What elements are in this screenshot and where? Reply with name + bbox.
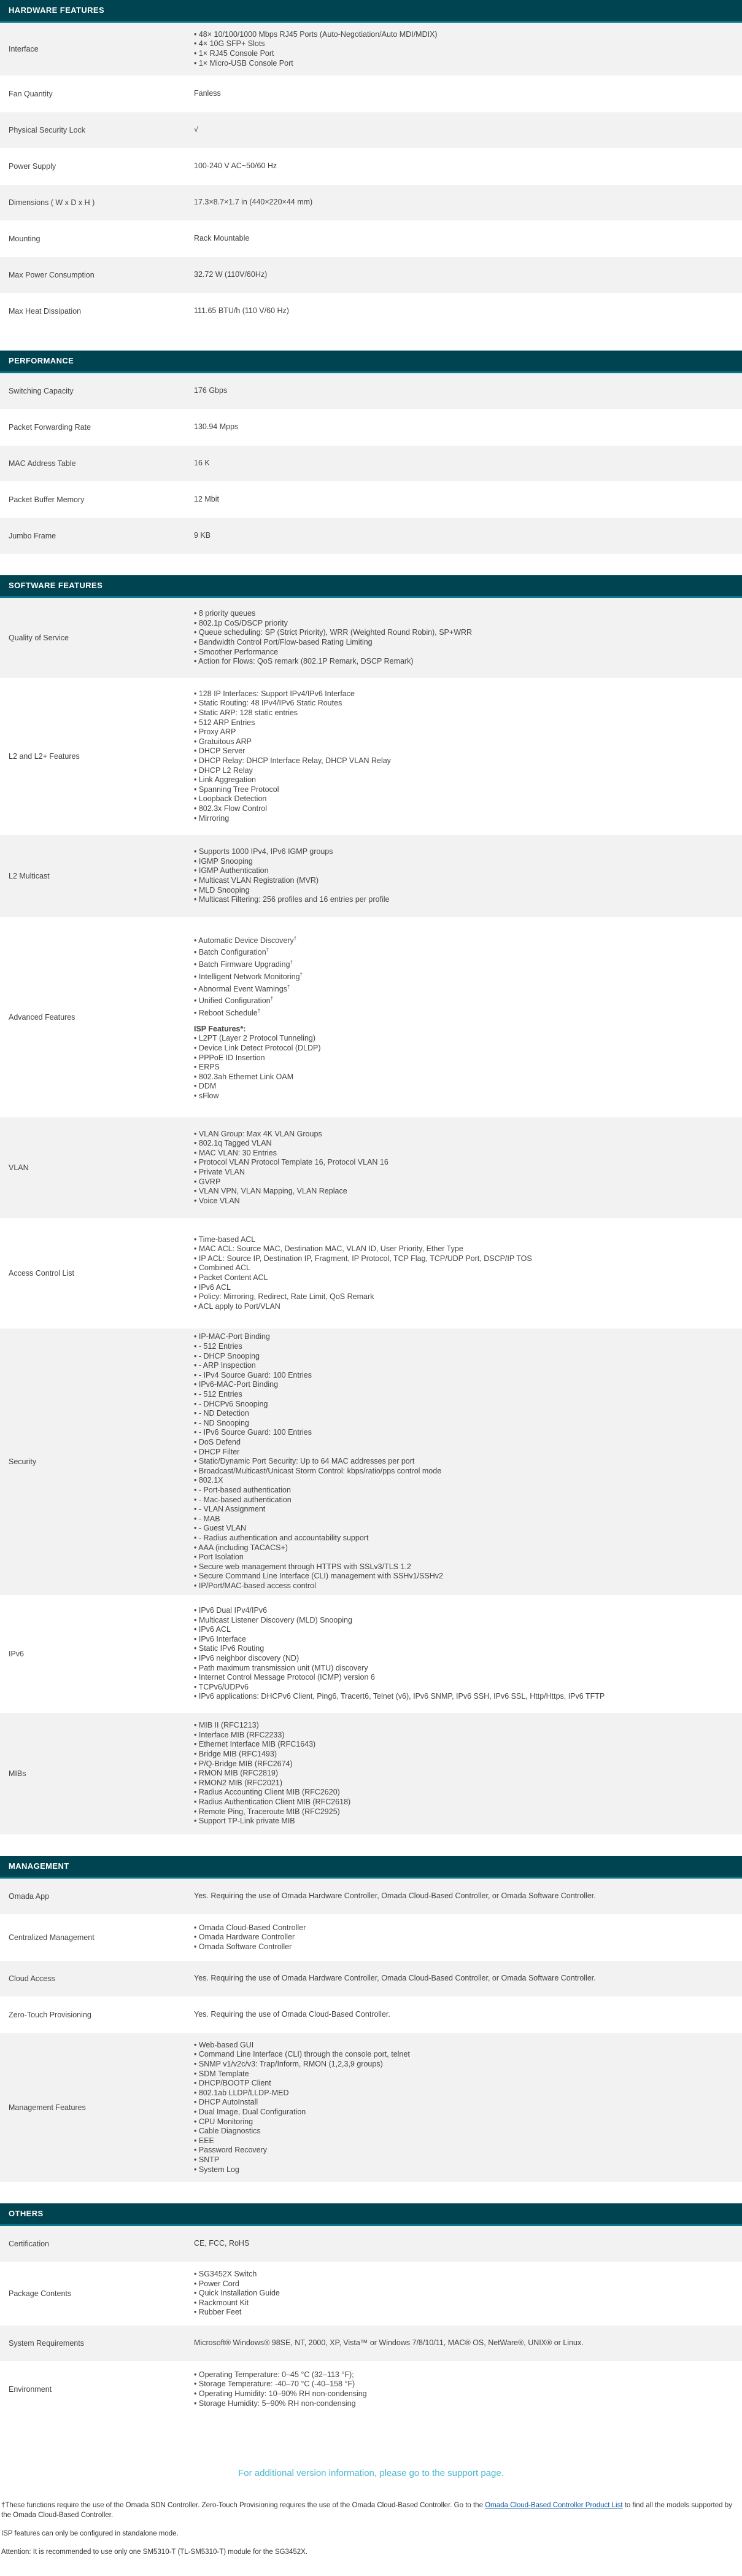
list-item: • L2PT (Layer 2 Protocol Tunneling) [194, 1034, 733, 1044]
list-item: • DDM [194, 1082, 733, 1092]
list-item: • Mirroring [194, 814, 733, 824]
spec-value [185, 683, 742, 829]
spec-value [185, 1715, 742, 1833]
list-item: • 128 IP Interfaces: Support IPv4/IPv6 Interface [194, 689, 733, 699]
spec-value-list [194, 609, 733, 667]
list-item: • SG3452X Switch [194, 2270, 733, 2279]
list-item: • IPv6 Interface [194, 1635, 733, 1645]
list-item: • IP/Port/MAC-based access control [194, 1581, 733, 1591]
footnote-isp: ISP features can only be configured in standalone mode. [1, 2530, 179, 2537]
spec-label: Cloud Access [9, 1974, 55, 1983]
list-item: • RMON2 MIB (RFC2021) [194, 1779, 733, 1788]
list-item: • IPv6 ACL [194, 1283, 733, 1293]
list-item: • Omada Software Controller [194, 1942, 733, 1952]
spec-value [185, 83, 742, 105]
list-item: • DHCP/BOOTP Client [194, 2079, 733, 2089]
spec-row [0, 221, 742, 257]
spec-section [0, 575, 742, 1835]
spec-value [185, 1600, 742, 1708]
list-item: • Link Aggregation [194, 775, 733, 785]
list-item: • IP ACL: Source IP, Destination IP, Fragment, IP Protocol, TCP Flag, TCP/UDP Port, DSCP/IP TOS [194, 1254, 733, 1264]
list-item: • Protocol VLAN Protocol Template 16, Protocol VLAN 16 [194, 1158, 733, 1168]
list-item: • Multicast Filtering: 256 profiles and 16 entries per profile [194, 895, 733, 905]
list-item: • IGMP Snooping [194, 857, 733, 867]
spec-value [185, 603, 742, 673]
spec-value [185, 1917, 742, 1958]
spec-label: Access Control List [9, 1269, 74, 1278]
list-item: • Rubber Feet [194, 2308, 733, 2318]
spec-label: Fan Quantity [9, 90, 53, 98]
footnote-post: to find all the models supported by the Omada Cloud-Based Controller. [1, 2502, 732, 2519]
list-item: • Operating Temperature: 0–45 °C (32–113 °F); [194, 2370, 733, 2380]
spec-row [0, 1713, 742, 1835]
spec-label: VLAN [9, 1163, 29, 1172]
list-item: • 802.3x Flow Control [194, 804, 733, 814]
list-item: • Radius Authentication Client MIB (RFC2618) [194, 1798, 733, 1807]
list-item: • Proxy ARP [194, 727, 733, 737]
list-item: • 802.1ab LLDP/LLDP-MED [194, 2089, 733, 2098]
list-item: • Secure web management through HTTPS with SSLv3/TLS 1.2 [194, 1562, 733, 1572]
list-item: • Rackmount Kit [194, 2299, 733, 2308]
spec-label: Switching Capacity [9, 387, 74, 395]
list-item: • Ethernet Interface MIB (RFC1643) [194, 1740, 733, 1750]
spec-value-text: 17.3×8.7×1.7 in (440×220×44 mm) [194, 198, 313, 207]
spec-value-list [194, 2370, 733, 2408]
spec-label: L2 and L2+ Features [9, 752, 80, 761]
list-item: • Voice VLAN [194, 1197, 733, 1206]
spec-value [185, 1123, 742, 1212]
spec-label: Omada App [9, 1892, 50, 1901]
list-item: • Combined ACL [194, 1263, 733, 1273]
spec-row [0, 1879, 742, 1915]
list-item: • DHCP Server [194, 747, 733, 756]
list-item: • MLD Snooping [194, 886, 733, 896]
list-item: • Operating Humidity: 10–90% RH non-condensing [194, 2389, 733, 2399]
spec-row [0, 1596, 742, 1713]
list-item: • 802.1p CoS/DSCP priority [194, 619, 733, 629]
list-item: • DHCP Filter [194, 1448, 733, 1457]
list-item: • SNMP v1/v2c/v3: Trap/Inform, RMON (1,2,3,9 groups) [194, 2060, 733, 2070]
spec-row [0, 1961, 742, 1997]
section-header: HARDWARE FEATURES [0, 0, 742, 23]
list-item: • - ND Detection [194, 1409, 733, 1419]
list-item: • - DHCP Snooping [194, 1352, 733, 1362]
spec-row [0, 2362, 742, 2418]
list-item: • - 512 Entries [194, 1390, 733, 1400]
list-item: • Bridge MIB (RFC1493) [194, 1750, 733, 1759]
spec-section [0, 0, 742, 330]
spec-row [0, 1117, 742, 1219]
list-item: • RMON MIB (RFC2819) [194, 1769, 733, 1779]
spec-value [185, 264, 742, 286]
spec-value [185, 2364, 742, 2415]
spec-subtitle: ISP Features*: [194, 1024, 246, 1033]
spec-label: Quality of Service [9, 634, 69, 642]
spec-label: Interface [9, 45, 39, 53]
spec-value-text: Fanless [194, 89, 221, 98]
spec-row [0, 257, 742, 293]
spec-row [0, 446, 742, 482]
spec-label: Power Supply [9, 162, 56, 171]
spec-label: Certification [9, 2240, 49, 2248]
list-item: • Device Link Detect Protocol (DLDP) [194, 1044, 733, 1053]
spec-label: Max Heat Dissipation [9, 307, 82, 316]
spec-value-text: Yes. Requiring the use of Omada Hardware Controller, Omada Cloud-Based Controller, or Omada Software Controller. [194, 1974, 596, 1983]
spec-value [185, 2332, 742, 2354]
spec-label: IPv6 [9, 1650, 25, 1658]
list-item: • 8 priority queues [194, 609, 733, 619]
spec-value-list-2 [194, 1034, 733, 1101]
spec-row [0, 76, 742, 112]
list-item: • Reboot Schedule† [194, 1006, 733, 1018]
list-item: • Secure Command Line Interface (CLI) management with SSHv1/SSHv2 [194, 1572, 733, 1581]
spec-section [0, 1856, 742, 2182]
spec-row [0, 2226, 742, 2262]
spec-value [185, 228, 742, 250]
list-item: • 802.3ah Ethernet Link OAM [194, 1073, 733, 1082]
spec-row [0, 1219, 742, 1329]
spec-row [0, 598, 742, 678]
list-item: • CPU Monitoring [194, 2117, 733, 2127]
list-item: • 1× RJ45 Console Port [194, 49, 733, 59]
list-item: • PPPoE ID Insertion [194, 1053, 733, 1063]
section-header: SOFTWARE FEATURES [0, 575, 742, 598]
list-item: • 48× 10/100/1000 Mbps RJ45 Ports (Auto-Negotiation/Auto MDI/MDIX) [194, 30, 733, 40]
spec-value-list [194, 30, 733, 68]
spec-value-list [194, 689, 733, 823]
spec-value-list [194, 1332, 733, 1591]
spec-row [0, 835, 742, 918]
spec-label: Security [9, 1457, 37, 1466]
spec-value [185, 525, 742, 547]
list-item: • Support TP-Link private MIB [194, 1817, 733, 1826]
spec-value-text: Yes. Requiring the use of Omada Hardware Controller, Omada Cloud-Based Controller, or Omada Software Controller. [194, 1891, 596, 1901]
spec-value-text: Microsoft® Windows® 98SE, NT, 2000, XP, Vista™ or Windows 7/8/10/11, MAC® OS, NetWare®, UNIX® or Linux. [194, 2338, 584, 2348]
list-item: • TCPv6/UDPv6 [194, 1683, 733, 1693]
list-item: • Dual Image, Dual Configuration [194, 2108, 733, 2117]
spec-row [0, 1329, 742, 1596]
spec-value-text: Yes. Requiring the use of Omada Cloud-Based Controller. [194, 2010, 390, 2019]
list-item: • Interface MIB (RFC2233) [194, 1731, 733, 1740]
spec-row [0, 149, 742, 185]
list-item: • IPv6 applications: DHCPv6 Client, Ping6, Tracert6, Telnet (v6), IPv6 SNMP, IPv6 SSH, IPv6 SSL, Http/Https, IPv6 TFTP [194, 1692, 733, 1702]
list-item: • Abnormal Event Warnings† [194, 982, 733, 995]
list-item: • Password Recovery [194, 2146, 733, 2155]
list-item: • Web-based GUI [194, 2041, 733, 2050]
list-item: • Loopback Detection [194, 794, 733, 804]
list-item: • IPv6 neighbor discovery (ND) [194, 1654, 733, 1664]
spec-row [0, 112, 742, 149]
spec-row [0, 23, 742, 76]
list-item: • 512 ARP Entries [194, 718, 733, 728]
list-item: • VLAN VPN, VLAN Mapping, VLAN Replace [194, 1187, 733, 1197]
spec-value-list [194, 1130, 733, 1206]
spec-value [185, 2004, 742, 2026]
spec-label: L2 Multicast [9, 872, 50, 880]
list-item: • MIB II (RFC1213) [194, 1721, 733, 1731]
spec-label: Max Power Consumption [9, 271, 95, 279]
spec-value [185, 300, 742, 322]
spec-row [0, 2033, 742, 2182]
list-item: • GVRP [194, 1177, 733, 1187]
list-item: • Action for Flows: QoS remark (802.1P Remark, DSCP Remark) [194, 657, 733, 667]
list-item: • Bandwidth Control Port/Flow-based Rating Limiting [194, 638, 733, 648]
list-item: • Multicast Listener Discovery (MLD) Snooping [194, 1616, 733, 1626]
spec-value [185, 380, 742, 402]
list-item: • Intelligent Network Monitoring† [194, 970, 733, 982]
list-item: • - Port-based authentication [194, 1486, 733, 1496]
spec-label: MIBs [9, 1769, 26, 1778]
list-item: • Static ARP: 128 static entries [194, 708, 733, 718]
spec-value [185, 1326, 742, 1597]
list-item: • Automatic Device Discovery† [194, 934, 733, 946]
spec-value [185, 24, 742, 74]
list-item: • SDM Template [194, 2070, 733, 2079]
list-item: • IPv6-MAC-Port Binding [194, 1380, 733, 1390]
list-item: • - IPv4 Source Guard: 100 Entries [194, 1371, 733, 1381]
spec-value [185, 416, 742, 438]
list-item: • Omada Cloud-Based Controller [194, 1923, 733, 1933]
list-item: • - MAB [194, 1515, 733, 1524]
spec-label: Environment [9, 2385, 52, 2394]
list-item: • Port Isolation [194, 1553, 733, 1562]
spec-value-text: 16 K [194, 459, 210, 468]
list-item: • Quick Installation Guide [194, 2289, 733, 2299]
section-header: PERFORMANCE [0, 351, 742, 373]
spec-row [0, 185, 742, 221]
list-item: • IPv6 Dual IPv4/IPv6 [194, 1606, 733, 1616]
list-item: • 4× 10G SFP+ Slots [194, 39, 733, 49]
list-item: • DHCP Relay: DHCP Interface Relay, DHCP VLAN Relay [194, 756, 733, 766]
spec-label: System Requirements [9, 2339, 84, 2348]
spec-row [0, 482, 742, 518]
spec-value-text: 176 Gbps [194, 386, 228, 395]
spec-row [0, 2326, 742, 2362]
list-item: • - Mac-based authentication [194, 1496, 733, 1505]
list-item: • System Log [194, 2165, 733, 2175]
list-item: • Path maximum transmission unit (MTU) discovery [194, 1664, 733, 1674]
list-item: • ERPS [194, 1063, 733, 1073]
footnotes [0, 2500, 742, 2557]
list-item: • Broadcast/Multicast/Unicast Storm Control: kbps/ratio/pps control mode [194, 1467, 733, 1476]
section-header: MANAGEMENT [0, 1856, 742, 1879]
spec-value-text: 100-240 V AC~50/60 Hz [194, 161, 277, 171]
list-item: • IP-MAC-Port Binding [194, 1332, 733, 1342]
list-item: • - Radius authentication and accountability support [194, 1534, 733, 1543]
spec-row [0, 1915, 742, 1961]
spec-row [0, 678, 742, 835]
list-item: • Static Routing: 48 IPv4/IPv6 Static Routes [194, 699, 733, 708]
spec-value-list [194, 1606, 733, 1702]
spec-label: Physical Security Lock [9, 126, 86, 134]
spec-value [185, 192, 742, 214]
list-item: • - IPv6 Source Guard: 100 Entries [194, 1428, 733, 1438]
spec-label: Packet Buffer Memory [9, 495, 85, 504]
spec-row [0, 373, 742, 409]
list-item: • 1× Micro-USB Console Port [194, 59, 733, 69]
product-list-link[interactable]: Omada Cloud-Based Controller Product List [485, 2502, 623, 2509]
list-item: • - ND Snooping [194, 1419, 733, 1429]
list-item: • Policy: Mirroring, Redirect, Rate Limit, QoS Remark [194, 1292, 733, 1302]
spec-value-list [194, 934, 733, 1018]
spec-value-list [194, 1721, 733, 1826]
list-item: • P/Q-Bridge MIB (RFC2674) [194, 1759, 733, 1769]
list-item: • Queue scheduling: SP (Strict Priority), WRR (Weighted Round Robin), SP+WRR [194, 628, 733, 638]
spec-row [0, 918, 742, 1117]
list-item: • EEE [194, 2136, 733, 2146]
spec-label: Advanced Features [9, 1013, 75, 1022]
list-item: • - Guest VLAN [194, 1524, 733, 1534]
list-item: • Command Line Interface (CLI) through the console port, telnet [194, 2050, 733, 2060]
list-item: • - 512 Entries [194, 1342, 733, 1352]
list-item: • Cable Diagnostics [194, 2127, 733, 2136]
list-item: • Gratuitous ARP [194, 737, 733, 747]
list-item: • Spanning Tree Protocol [194, 785, 733, 795]
list-item: • Internet Control Message Protocol (ICMP) version 6 [194, 1673, 733, 1683]
list-item: • IGMP Authentication [194, 866, 733, 876]
list-item: • Private VLAN [194, 1168, 733, 1177]
spec-value [185, 155, 742, 177]
list-item: • Static/Dynamic Port Security: Up to 64 MAC addresses per port [194, 1457, 733, 1467]
spec-value-list [194, 2041, 733, 2174]
footnote-attention: Attention: It is recommended to use only one SM5310-T (TL-SM5310-T) module for the SG3452X. [1, 2548, 308, 2556]
spec-section [0, 351, 742, 554]
spec-label: MAC Address Table [9, 459, 76, 468]
support-page-link[interactable]: For additional version information, please go to the support page. [238, 2468, 504, 2478]
list-item: • Remote Ping, Traceroute MIB (RFC2925) [194, 1807, 733, 1817]
list-item: • - DHCPv6 Snooping [194, 1400, 733, 1410]
list-item: • IPv6 ACL [194, 1625, 733, 1635]
list-item: • Static IPv6 Routing [194, 1644, 733, 1654]
list-item: • Storage Temperature: -40–70 °C (-40–158 °F) [194, 2380, 733, 2389]
list-item: • 802.1X [194, 1476, 733, 1486]
spec-value [185, 1229, 742, 1318]
list-item: • Omada Hardware Controller [194, 1933, 733, 1942]
spec-value [185, 1885, 742, 1907]
list-item: • Unified Configuration† [194, 994, 733, 1006]
spec-value [185, 119, 742, 141]
spec-value-list [194, 1923, 733, 1952]
spec-value [185, 928, 742, 1108]
spec-label: Mounting [9, 235, 41, 243]
spec-label: Management Features [9, 2103, 86, 2112]
list-item: • ACL apply to Port/VLAN [194, 1302, 733, 1312]
list-item: • MAC ACL: Source MAC, Destination MAC, VLAN ID, User Priority, Ether Type [194, 1244, 733, 1254]
list-item: • Storage Humidity: 5–90% RH non-condensing [194, 2399, 733, 2409]
spec-value [185, 1968, 742, 1990]
list-item: • Packet Content ACL [194, 1273, 733, 1283]
list-item: • Multicast VLAN Registration (MVR) [194, 876, 733, 886]
spec-row [0, 409, 742, 446]
list-item: • Supports 1000 IPv4, IPv6 IGMP groups [194, 847, 733, 857]
list-item: • - ARP Inspection [194, 1361, 733, 1371]
list-item: • AAA (including TACACS+) [194, 1543, 733, 1553]
section-header: OTHERS [0, 2203, 742, 2226]
list-item: • Power Cord [194, 2279, 733, 2289]
list-item: • DHCP L2 Relay [194, 766, 733, 776]
spec-row [0, 293, 742, 330]
spec-label: Package Contents [9, 2289, 72, 2298]
list-item: • Batch Configuration† [194, 945, 733, 958]
spec-row [0, 1997, 742, 2033]
spec-value-text: 130.94 Mpps [194, 422, 239, 432]
spec-value [185, 841, 742, 911]
list-item: • MAC VLAN: 30 Entries [194, 1149, 733, 1158]
list-item: • Radius Accounting Client MIB (RFC2620) [194, 1788, 733, 1798]
spec-value-text: Rack Mountable [194, 234, 250, 243]
spec-value-list [194, 847, 733, 905]
spec-value-text: 12 Mbit [194, 495, 219, 504]
list-item: • - VLAN Assignment [194, 1505, 733, 1515]
list-item: • DoS Defend [194, 1438, 733, 1448]
footnote-pre: †These functions require the use of the Omada SDN Controller. Zero-Touch Provisioning requires the use of the Omada Cloud-Based Controller. Go to the [1, 2502, 485, 2509]
list-item: • Batch Firmware Upgrading† [194, 958, 733, 970]
list-item: • VLAN Group: Max 4K VLAN Groups [194, 1130, 733, 1139]
spec-value-text: √ [194, 125, 198, 134]
spec-row [0, 518, 742, 554]
spec-value [185, 2233, 742, 2255]
spec-label: Centralized Management [9, 1933, 95, 1942]
spec-value [185, 2264, 742, 2324]
spec-value [185, 452, 742, 475]
list-item: • SNTP [194, 2155, 733, 2165]
spec-value-text: 111.65 BTU/h (110 V/60 Hz) [194, 306, 289, 316]
spec-value-text: 32.72 W (110V/60Hz) [194, 270, 268, 279]
spec-section [0, 2203, 742, 2418]
spec-value-list [194, 1235, 733, 1312]
spec-value-text: CE, FCC, RoHS [194, 2239, 250, 2248]
list-item: • DHCP AutoInstall [194, 2098, 733, 2108]
list-item: • Smoother Performance [194, 648, 733, 658]
spec-label: Jumbo Frame [9, 532, 56, 540]
spec-row [0, 2262, 742, 2326]
spec-label: Packet Forwarding Rate [9, 423, 91, 432]
spec-label: Zero-Touch Provisioning [9, 2011, 91, 2019]
spec-value [185, 2035, 742, 2181]
spec-value-list [194, 2270, 733, 2318]
list-item: • 802.1q Tagged VLAN [194, 1139, 733, 1149]
spec-value-text: 9 KB [194, 531, 211, 540]
list-item: • sFlow [194, 1092, 733, 1101]
footnote-controller [1, 2500, 742, 2520]
spec-value [185, 489, 742, 511]
spec-label: Dimensions ( W x D x H ) [9, 198, 95, 207]
list-item: • Time-based ACL [194, 1235, 733, 1245]
